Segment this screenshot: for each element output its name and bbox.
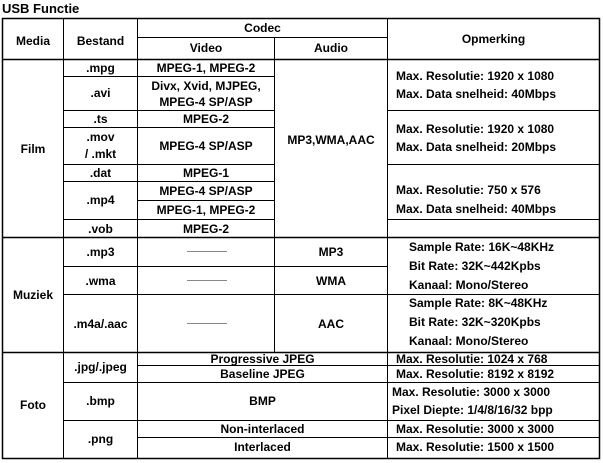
foto-ext-jpg: .jpg/.jpeg — [74, 360, 127, 374]
muziek-ext-wma: .wma — [85, 274, 116, 288]
film-note-3-line-2: Max. Data snelheid: 40Mbps — [396, 202, 557, 216]
muziek-note-2-line-3: Kanaal: Mono/Stereo — [409, 334, 529, 348]
muziek-audio-wma: WMA — [316, 274, 346, 288]
header-codec: Codec — [244, 21, 281, 35]
section-label-foto: Foto — [20, 398, 46, 412]
foto-type-baseline: Baseline JPEG — [220, 367, 305, 381]
muziek-note-1-line-3: Kanaal: Mono/Stereo — [409, 278, 529, 292]
section-label-film: Film — [20, 142, 46, 156]
film-ext-mpg: .mpg — [86, 61, 115, 75]
header-bestand: Bestand — [76, 34, 125, 48]
muziek-note-1-line-2: Bit Rate: 32K~442Kpbs — [409, 259, 541, 273]
muziek-note-1-line-1: Sample Rate: 16K~48KHz — [409, 240, 555, 254]
foto-note-bmp-line-1: Max. Resolutie: 3000 x 3000 — [392, 385, 551, 399]
muziek-ext-m4a: .m4a/.aac — [73, 317, 128, 331]
film-note-1-line-1: Max. Resolutie: 1920 x 1080 — [396, 69, 555, 83]
page-title: USB Functie — [2, 1, 80, 16]
film-ext-mov: .mov — [86, 130, 115, 144]
film-video-mpg: MPEG-1, MPEG-2 — [156, 61, 256, 75]
film-video-mp4-1: MPEG-4 SP/ASP — [159, 184, 253, 198]
film-note-2-line-2: Max. Data snelheid: 20Mbps — [396, 140, 557, 154]
muziek-note-2-line-1: Sample Rate: 8K~48KHz — [409, 296, 548, 310]
film-ext-ts: .ts — [93, 112, 108, 126]
film-note-2-line-1: Max. Resolutie: 1920 x 1080 — [396, 122, 555, 136]
film-ext-mp4: .mp4 — [86, 193, 115, 207]
header-media: Media — [15, 34, 50, 48]
foto-ext-bmp: .bmp — [86, 394, 115, 408]
muziek-note-2-line-2: Bit Rate: 32K~320Kpbs — [409, 315, 541, 329]
foto-note-bmp-line-2: Pixel Diepte: 1/4/8/16/32 bpp — [392, 403, 553, 417]
film-video-mp4-2: MPEG-1, MPEG-2 — [156, 203, 256, 217]
film-video-dat: MPEG-1 — [182, 166, 229, 180]
muziek-audio-aac: AAC — [318, 317, 344, 331]
muziek-ext-mp3: .mp3 — [86, 245, 115, 259]
foto-note-interlaced: Max. Resolutie: 1500 x 1500 — [396, 440, 555, 454]
foto-type-bmp: BMP — [249, 394, 276, 408]
film-ext-vob: .vob — [88, 222, 113, 236]
header-opmerking: Opmerking — [461, 32, 526, 46]
film-video-mov: MPEG-4 SP/ASP — [159, 139, 253, 153]
foto-type-progressive: Progressive JPEG — [210, 352, 315, 366]
foto-note-noninterlaced: Max. Resolutie: 3000 x 3000 — [396, 422, 555, 436]
header-audio: Audio — [314, 41, 348, 55]
film-note-3-line-1: Max. Resolutie: 750 x 576 — [396, 183, 541, 197]
foto-type-interlaced: Interlaced — [234, 440, 291, 454]
header-video: Video — [189, 41, 223, 55]
foto-note-baseline: Max. Resolutie: 8192 x 8192 — [396, 367, 555, 381]
film-note-1-line-2: Max. Data snelheid: 40Mbps — [396, 87, 557, 101]
film-video-vob: MPEG-2 — [182, 222, 229, 236]
film-audio: MP3,WMA,AAC — [287, 133, 375, 147]
foto-ext-png: .png — [87, 432, 114, 446]
film-video-avi-2: MPEG-4 SP/ASP — [159, 95, 253, 109]
film-video-ts: MPEG-2 — [182, 112, 229, 126]
film-ext-mkt: / .mkt — [84, 147, 117, 161]
section-label-muziek: Muziek — [12, 288, 53, 302]
foto-type-noninterlaced: Non-interlaced — [220, 422, 305, 436]
film-ext-dat: .dat — [89, 166, 112, 180]
film-video-avi-1: Divx, Xvid, MJPEG, — [151, 79, 261, 93]
foto-note-progressive: Max. Resolutie: 1024 x 768 — [396, 352, 548, 366]
film-ext-avi: .avi — [90, 86, 111, 100]
muziek-audio-mp3: MP3 — [318, 245, 344, 259]
